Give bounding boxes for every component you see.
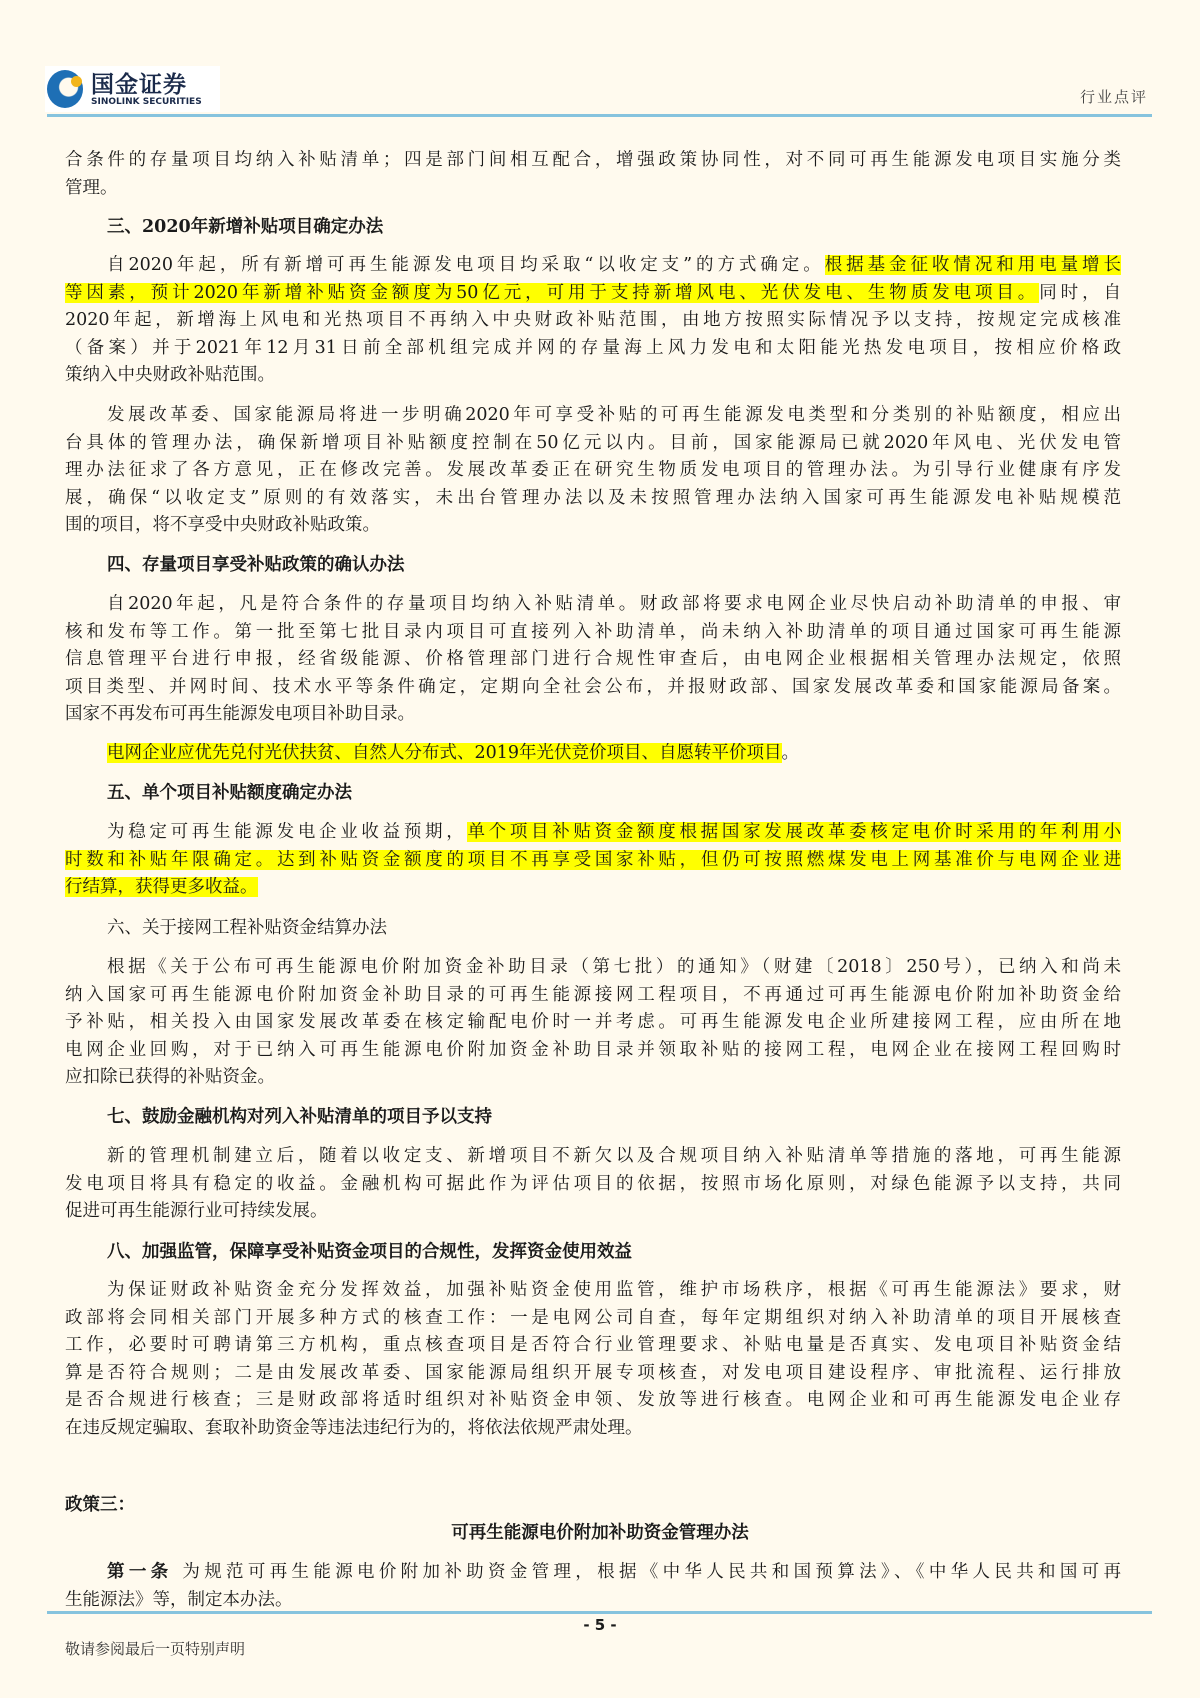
paragraph-line xyxy=(65,1414,1121,1442)
paragraph-line xyxy=(65,174,1121,202)
paragraph-line xyxy=(107,739,1121,767)
paragraph-line xyxy=(65,279,1121,307)
text-segment: （备案）并于2021年12月31日前全部机组完成并网的存量海上风力发电和太阳能光热发电项目，按相应价格政 xyxy=(65,337,1121,358)
paragraph-line xyxy=(65,673,1121,701)
logo-chinese-name: 国金证券 xyxy=(91,72,187,98)
footer-divider xyxy=(47,1611,1152,1614)
paragraph-line xyxy=(107,1558,1121,1586)
paragraph-line xyxy=(65,456,1121,484)
text-segment: 为规范可再生能源电价附加补助资金管理，根据《中华人民共和国预算法》、《中华人民共和国可再 xyxy=(172,1562,1122,1582)
text-segment: 新的管理机制建立后，随着以收定支、新增项目不新欠以及合规项目纳入补贴清单等措施的落地，可再生能源 xyxy=(107,1146,1121,1166)
text-segment: 理办法征求了各方意见，正在修改完善。发展改革委正在研究生物质发电项目的管理办法。为引导行业健康有序发 xyxy=(65,460,1121,481)
paragraph-line xyxy=(107,818,1121,846)
paragraph-line xyxy=(65,306,1121,334)
paragraph-line xyxy=(65,1063,1121,1091)
paragraph-line xyxy=(65,429,1121,457)
header-divider xyxy=(47,114,1152,117)
text-segment: 国家不再发布可再生能源发电项目补助目录。 xyxy=(65,704,415,725)
highlighted-text: 单个项目补贴资金额度根据国家发展改革委核定电价时采用的年利用小 xyxy=(467,822,1121,842)
text-segment: 算是否符合规则；二是由发展改革委、国家能源局组织开展专项核查，对发电项目建设程序、审批流程、运行排放 xyxy=(65,1362,1121,1383)
paragraph-line xyxy=(65,645,1121,673)
text-segment: 自2020年起，凡是符合条件的存量项目均纳入补贴清单。财政部将要求电网企业尽快启动补助清单的申报、审 xyxy=(107,594,1121,614)
paragraph-line xyxy=(107,590,1121,618)
text-segment: 自2020年起，所有新增可再生能源发电项目均采取“以收定支”的方式确定。 xyxy=(107,255,825,275)
section-heading xyxy=(107,213,1121,241)
text-segment: 政部将会同相关部门开展多种方式的核查工作：一是电网公司自查，每年定期组织对纳入补助清单的项目开展核查 xyxy=(65,1307,1121,1328)
text-segment: 为保证财政补贴资金充分发挥效益，加强补贴资金使用监管，维护市场秩序，根据《可再生能源法》要求，财 xyxy=(107,1280,1121,1300)
paragraph-line xyxy=(65,1586,1121,1614)
paragraph-line xyxy=(65,334,1121,362)
paragraph-line xyxy=(107,401,1121,429)
paragraph-line xyxy=(65,146,1121,174)
page-number: - 5 - xyxy=(583,1616,617,1634)
text-segment: 七、鼓励金融机构对列入补贴清单的项目予以支持 xyxy=(107,1107,492,1127)
text-segment: 四、存量项目享受补贴政策的确认办法 xyxy=(107,555,405,575)
paragraph-line xyxy=(65,484,1121,512)
paragraph-line xyxy=(65,1170,1121,1198)
paragraph-line xyxy=(65,1008,1121,1036)
paragraph-line xyxy=(65,1331,1121,1359)
text-segment: 发电项目将具有稳定的收益。金融机构可据此作为评估项目的依据，按照市场化原则，对绿色能源予以支持，共同 xyxy=(65,1173,1121,1194)
text-segment: 台具体的管理办法，确保新增项目补贴额度控制在50亿元以内。目前，国家能源局已就2020年风电、光伏发电管 xyxy=(65,432,1121,453)
paragraph-line xyxy=(107,953,1121,981)
text-segment: 电网企业回购，对于已纳入可再生能源电价附加资金补助目录并领取补贴的接网工程，电网企业在接网工程回购时 xyxy=(65,1039,1121,1060)
highlighted-text: 时数和补贴年限确定。达到补贴资金额度的项目不再享受国家补贴，但仍可按照燃煤发电上网基准价与电网企业进 xyxy=(65,849,1121,870)
highlighted-text: 电网企业应优先兑付光伏扶贫、自然人分布式、2019年光伏竞价项目、自愿转平价项目 xyxy=(107,743,782,763)
text-segment: 可再生能源电价附加补助资金管理办法 xyxy=(451,1523,749,1543)
section-heading xyxy=(107,1238,1121,1266)
paragraph-line xyxy=(107,1276,1121,1304)
text-segment: 是否合规进行核查；三是财政部将适时组织对补贴资金申领、发放等进行核查。电网企业和可再生能源发电企业存 xyxy=(65,1390,1121,1411)
text-segment: 。 xyxy=(781,743,800,763)
text-segment: 予补贴，相关投入由国家发展改革委在核定输配电价时一并考虑。可再生能源发电企业所建接网工程，应由所在地 xyxy=(65,1012,1121,1033)
paragraph-line xyxy=(65,873,1121,901)
text-segment: 促进可再生能源行业可持续发展。 xyxy=(65,1201,328,1222)
text-segment: 展，确保“以收定支”原则的有效落实，未出台管理办法以及未按照管理办法纳入国家可再生能源发电补贴规模范 xyxy=(65,487,1121,508)
text-segment: 纳入国家可再生能源电价附加资金补助目录的可再生能源接网工程项目，不再通过可再生能源电价附加补助资金给 xyxy=(65,984,1121,1005)
paragraph-line xyxy=(65,618,1121,646)
paragraph-line xyxy=(65,846,1121,874)
paragraph-line xyxy=(65,1359,1121,1387)
section-heading xyxy=(107,1103,1121,1131)
highlighted-text: 行结算，获得更多收益。 xyxy=(65,877,258,898)
paragraph-line xyxy=(107,1142,1121,1170)
section-heading xyxy=(107,914,1121,942)
text-segment: 为稳定可再生能源发电企业收益预期， xyxy=(107,822,468,842)
text-segment: 六、关于接网工程补贴资金结算办法 xyxy=(107,918,387,938)
disclaimer-text: 敬请参阅最后一页特别声明 xyxy=(65,1640,246,1658)
logo-english-name: SINOLINK SECURITIES xyxy=(91,97,202,107)
text-segment: 2020年起，新增海上风电和光热项目不再纳入中央财政补贴范围，由地方按照实际情况予以支持，按规定完成核准 xyxy=(65,310,1121,331)
highlighted-text: 等因素，预计2020年新增补贴资金额度为50亿元，可用于支持新增风电、光伏发电、生物质发电项目。 xyxy=(65,282,1040,303)
text-segment: 政策三： xyxy=(65,1495,135,1515)
text-segment: 在违反规定骗取、套取补助资金等违法违纪行为的，将依法依规严肃处理。 xyxy=(65,1418,643,1438)
text-segment: 策纳入中央财政补贴范围。 xyxy=(65,365,275,386)
text-segment: 合条件的存量项目均纳入补贴清单；四是部门间相互配合，增强政策协同性，对不同可再生能源发电项目实施分类 xyxy=(65,150,1121,170)
text-segment: 生能源法》等，制定本办法。 xyxy=(65,1589,293,1610)
paragraph-line xyxy=(65,981,1121,1009)
text-segment: 工作，必要时可聘请第三方机构，重点核查项目是否符合行业管理要求、补贴电量是否真实、发电项目补贴资金结 xyxy=(65,1335,1121,1356)
text-segment: 发展改革委、国家能源局将进一步明确2020年可享受补贴的可再生能源发电类型和分类别的补贴额度，相应出 xyxy=(107,405,1121,425)
text-segment: 核和发布等工作。第一批至第七批目录内项目可直接列入补助清单，尚未纳入补助清单的项目通过国家可再生能源 xyxy=(65,621,1121,642)
text-segment: 项目类型、并网时间、技术水平等条件确定，定期向全社会公布，并报财政部、国家发展改革委和国家能源局备案。 xyxy=(65,676,1121,697)
paragraph-line xyxy=(65,1386,1121,1414)
section-heading xyxy=(107,779,1121,807)
highlighted-text: 根据基金征收情况和用电量增长 xyxy=(824,255,1121,275)
paragraph-line xyxy=(65,700,1121,728)
text-segment: 根据《关于公布可再生能源电价附加资金补助目录（第七批）的通知》（财建〔2018〕250号），已纳入和尚未 xyxy=(107,957,1121,977)
text-segment: 八、加强监管，保障享受补贴资金项目的合规性，发挥资金使用效益 xyxy=(107,1242,632,1262)
section-heading xyxy=(65,1491,1121,1519)
text-segment: 围的项目，将不享受中央财政补贴政策。 xyxy=(65,515,380,536)
report-type-label: 行业点评 xyxy=(1079,88,1148,106)
paragraph-line xyxy=(65,511,1121,539)
text-segment: 管理。 xyxy=(65,177,118,198)
text-segment: 信息管理平台进行申报，经省级能源、价格管理部门进行合规性审查后，由电网企业根据相关管理办法规定，依照 xyxy=(65,649,1121,670)
paragraph-line xyxy=(65,1036,1121,1064)
paragraph-line xyxy=(65,361,1121,389)
logo-mark-icon xyxy=(47,70,83,108)
document-title xyxy=(0,1519,1200,1547)
paragraph-line xyxy=(65,1197,1121,1225)
section-heading xyxy=(107,551,1121,579)
text-segment: 应扣除已获得的补贴资金。 xyxy=(65,1067,275,1088)
text-segment: 五、单个项目补贴额度确定办法 xyxy=(107,783,352,803)
paragraph-line xyxy=(65,1304,1121,1332)
paragraph-line xyxy=(107,251,1121,279)
sinolink-logo xyxy=(45,66,220,112)
text-segment: 三、2020年新增补贴项目确定办法 xyxy=(107,217,384,237)
text-segment: 同时，自 xyxy=(1039,282,1121,303)
text-segment: 第一条 xyxy=(107,1562,173,1582)
